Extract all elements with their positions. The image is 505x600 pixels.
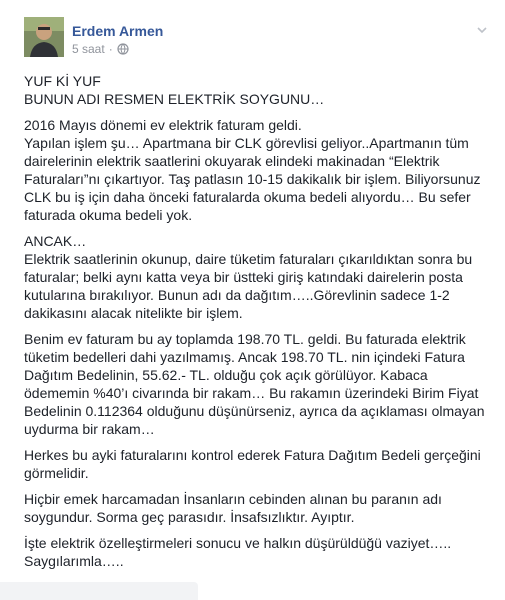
post-paragraph: Benim ev faturam bu ay toplamda 198.70 TL. geldi. Bu faturada elektrik tüketim bedelleri dahi yazılmamış. Ancak 198.70 TL. nin içindeki Fatura Dağıtım Bedelinin, 55.62.- TL. olduğu çok açık görülüyor. Kabaca ödememin %40’ı civarında bir rakam… Bu rakamın üzerindeki Birim Fiyat Bedelinin 0.112364 olduğunu düşünürseniz, ayrıca da açıklaması olmayan uydurma bir rakam… xyxy=(24,331,485,437)
avatar[interactable] xyxy=(24,17,64,57)
post-headline: YUF Kİ YUF BUNUN ADI RESMEN ELEKTRİK SOYGUNU… xyxy=(24,73,325,107)
post-paragraph: Hiçbir emek harcamadan İnsanların cebinden alınan bu paranın adı soygundur. Sorma geç parasıdır. İnsafsızlıktır. Ayıptır. xyxy=(24,491,442,525)
post-time[interactable]: 5 saat xyxy=(72,42,105,56)
meta-separator: · xyxy=(108,42,113,56)
post-paragraph: ANCAK… Elektrik saatlerinin okunup, daire tüketim faturaları çıkarıldıktan sonra bu faturalar; belki aynı katta veya bir üstteki giriş katındaki dairelerin posta kutularına bırakılıyor. Bunun adı da dağıtım…..Görevlinin sadece 1-2 dakikasını alacak nitelikte bir işlem. xyxy=(24,233,473,321)
avatar-photo xyxy=(24,17,64,57)
bottom-overlay xyxy=(0,582,198,600)
author-name[interactable]: Erdem Armen xyxy=(72,23,164,39)
post-header xyxy=(24,17,495,61)
post-paragraph: 2016 Mayıs dönemi ev elektrik faturam geldi. Yapılan işlem şu… Apartmana bir CLK görevlisi geliyor..Apartmanın tüm dairelerinin elektrik saatlerini okuyarak elindeki makinadan “Elektrik Faturaları”nı çıkartıyor. Taş patlasın 10-15 dakikalık bir işlem. Biliyorsunuz CLK bu iş için daha önceki faturalarda okuma bedeli alıyordu… Bu sefer faturada okuma bedeli yok. xyxy=(24,117,481,223)
globe-icon[interactable] xyxy=(117,43,129,55)
chevron-down-icon[interactable] xyxy=(475,23,489,37)
post-meta xyxy=(72,42,129,56)
post-paragraph: Herkes bu ayki faturalarını kontrol ederek Fatura Dağıtım Bedeli gerçeğini görmelidir. xyxy=(24,447,481,481)
post-body xyxy=(24,72,494,600)
post-paragraph: İşte elektrik özelleştirmeleri sonucu ve halkın düşürüldüğü vaziyet….. Saygılarımla….. xyxy=(24,535,452,569)
